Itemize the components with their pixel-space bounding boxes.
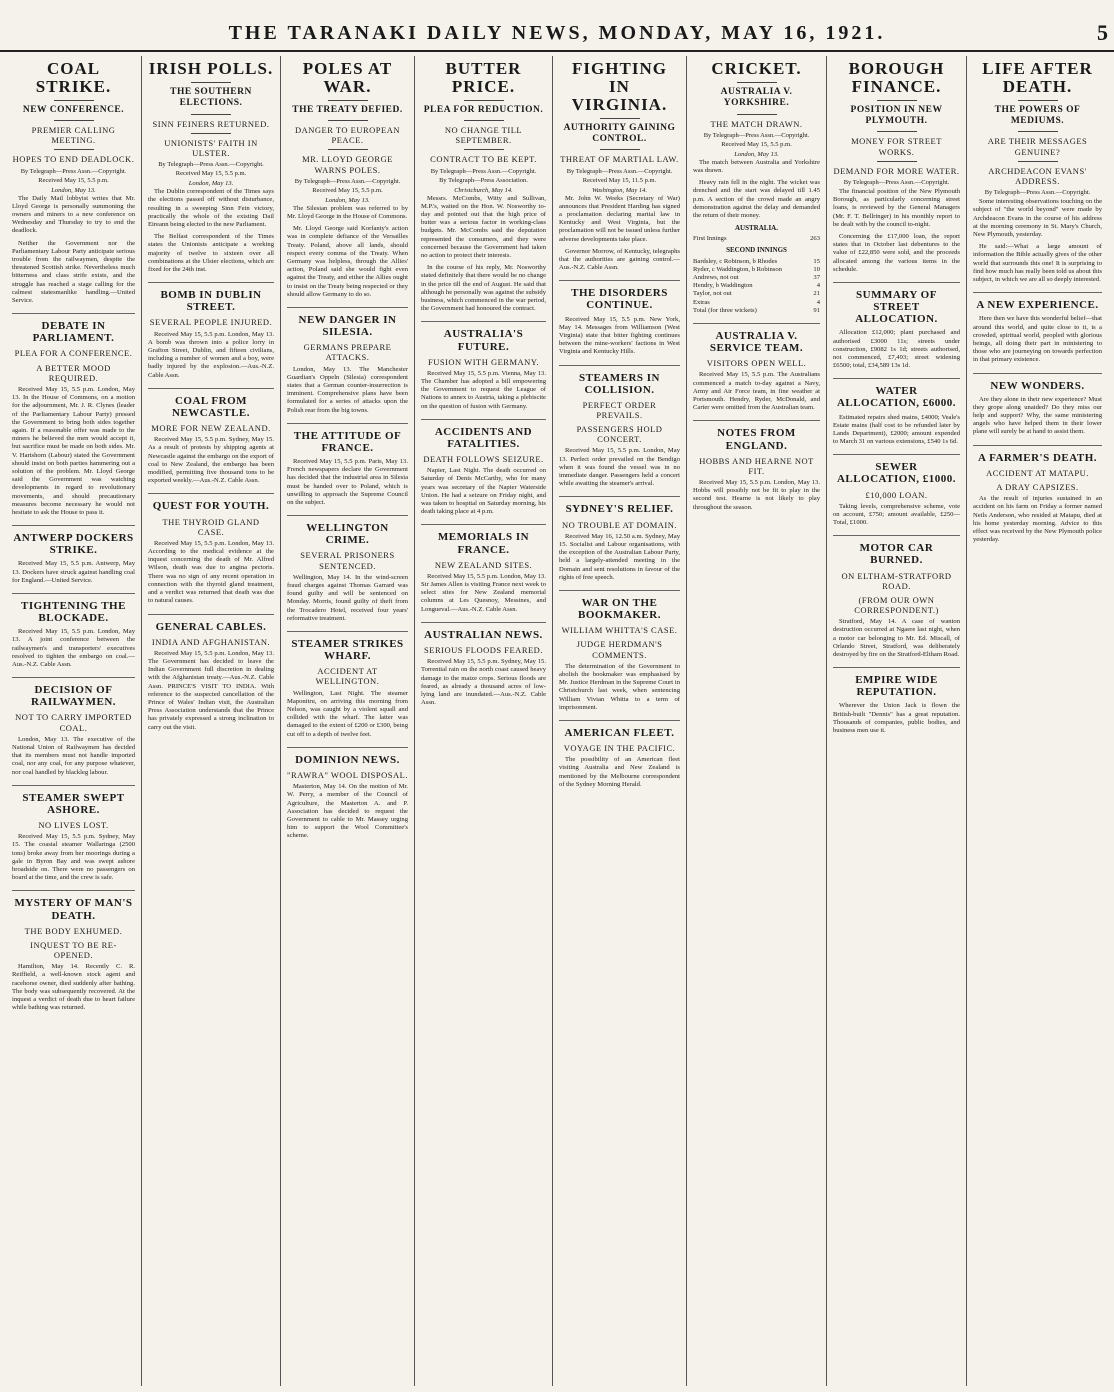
divider-rule [54, 100, 94, 101]
sub-headline: NEW CONFERENCE. [22, 104, 125, 115]
batsman-runs: 37 [813, 274, 820, 282]
section-paragraph: Received May 15, 5.5 p.m. London, May 13. Sir James Allen is visiting France next week to select sites for New Zealand memorial columns at Les Quesnoy, Messines, and Longueval.—Aus.-N.Z. Cable Assn. [421, 572, 546, 613]
batsman-row [693, 274, 820, 282]
column-3 [281, 56, 415, 1386]
section-paragraph: As the result of injuries sustained in an accident on his farm on Friday a former named Neils Anderson, who resided at Matapu, died at his home yesterday morning. Advice to this effect was received by the New Plymouth police yesterday. [973, 495, 1102, 544]
page-number: 5 [1097, 20, 1108, 45]
divider-rule [464, 100, 504, 101]
article-headline: LIFE AFTER DEATH. [982, 59, 1093, 96]
divider-rule [328, 149, 368, 150]
section-paragraph: Wellington, Last Night. The steamer Maponitru, on arriving this morning from Nelson, was caught by a violent squall and collided with the wharf. The latter was damaged to the extent of £200 or £300, being cut off to a depth of twelve feet. [287, 689, 408, 738]
section-headline: AUSTRALIAN NEWS. [421, 622, 546, 641]
sub-headline: PREMIER CALLING MEETING. [31, 125, 116, 146]
section-paragraph: Hamilton, May 14. Recently C. R. Reiffield, a well-known stock agent and racehorse owner, died suddenly after bathing. The body was subsequently recovered. At the inquest a verdict of death due to heart failure while bathing was returned. [12, 963, 135, 1012]
article-headline: CRICKET. [711, 59, 802, 78]
section-subheadline: SERIOUS FLOODS FEARED. [424, 644, 543, 655]
section-paragraph: Received May 15, 5.5 p.m. Sydney, May 15. As a result of protests by shipping agents at Newcastle against the embargo on the export of coal to New Zealand, the embargo has been modified, permitting five thousand tons to be exported weekly.—Aus.-N.Z. Cable Assn. [148, 436, 274, 485]
divider-rule [877, 161, 917, 162]
section-headline: BOMB IN DUBLIN STREET. [148, 282, 274, 313]
divider-rule [737, 114, 777, 115]
innings-label: First Innings [693, 235, 727, 243]
sub-headline: CONTRACT TO BE KEPT. [430, 154, 537, 165]
section-subheadline: DEATH FOLLOWS SEIZURE. [423, 454, 544, 465]
section-paragraph: The possibility of an American fleet visiting Australia and New Zealand is mentioned by the Melbourne correspondent of the Sydney Morning Herald. [559, 756, 680, 788]
section-headline: MEMORIALS IN FRANCE. [421, 524, 546, 555]
section-headline: MYSTERY OF MAN'S DEATH. [12, 890, 135, 921]
section-headline: SUMMARY OF STREET ALLOCATION. [833, 282, 960, 325]
divider-rule [1018, 161, 1058, 162]
section-subheadline: ON ELTHAM-STRATFORD ROAD. [841, 570, 952, 591]
article-headline: IRISH POLLS. [148, 59, 274, 78]
batsman-runs: 10 [813, 265, 820, 273]
scorecard-title: AUSTRALIA. [735, 224, 778, 233]
sub-headline: SINN FEINERS RETURNED. [152, 118, 270, 129]
section-subheadline: NO TROUBLE AT DOMAIN. [561, 519, 678, 530]
sub-headline: MONEY FOR STREET WORKS. [851, 136, 942, 157]
section-subheadline: INDIA AND AFGHANISTAN. [151, 636, 271, 647]
sub-headline: THE SOUTHERN ELECTIONS. [170, 86, 252, 109]
telegraph-credit: By Telegraph—Press Assn.—Copyright. [158, 161, 264, 169]
article-headline: FIGHTING IN VIRGINIA. [571, 59, 668, 114]
section-subheadline: £10,000 LOAN. [865, 489, 928, 500]
section-subheadline: PERFECT ORDER PREVAILS. [582, 399, 657, 420]
section-subheadline: VISITORS OPEN WELL. [706, 358, 807, 369]
divider-rule [1018, 100, 1058, 101]
section-subheadline: PASSENGERS HOLD CONCERT. [576, 424, 663, 445]
section-headline: ACCIDENTS AND FATALITIES. [421, 419, 546, 450]
section-subheadline: SEVERAL PEOPLE INJURED. [149, 317, 273, 328]
section-headline: WELLINGTON CRIME. [287, 515, 408, 546]
section-subheadline: A BETTER MOOD REQUIRED. [36, 362, 111, 383]
sub-headline: THE POWERS OF MEDIUMS. [994, 104, 1081, 127]
section-paragraph: Received May 15, 5.5 p.m. Paris, May 13. French newspapers declare the Government has decided that the industrial area in Silesia must be handed over to Poland, which is unwilling to approach the Supreme Council on the subject. [287, 458, 408, 507]
divider-rule [464, 120, 504, 121]
divider-rule [328, 100, 368, 101]
article-paragraph: Concerning the £17,000 loan, the report states that in October last debentures to the value of £22,850 were sold, and the proceeds allocated among the various items in the schedule. [833, 233, 960, 273]
total-runs: 91 [813, 306, 820, 314]
section-headline: STEAMER SWEPT ASHORE. [12, 785, 135, 816]
section-paragraph: Received May 15, 5.5 p.m. Antwerp, May 13. Dockers have struck against handling coal for England.—United Service. [12, 560, 135, 584]
section-paragraph: Masterton, May 14. On the motion of Mr. W. Perry, a member of the Council of Agriculture, the Masterton A. and P. Association has decided to request the Government to cable to Mr. Massey urging him to support the Wool Committee's scheme. [287, 783, 408, 840]
section-headline: AUSTRALIA V. SERVICE TEAM. [693, 323, 820, 354]
scorecard-total [693, 307, 820, 315]
article-paragraph: The Silesian problem was referred to by Mr. Lloyd George in the House of Commons. [287, 204, 408, 221]
article-paragraph: Heavy rain fell in the night. The wicket was drenched and the start was delayed till 1.45 p.m. A section of the crowd made an angry demonstration against the delay and demanded the return of their money. [693, 179, 820, 220]
received-time: Received May 15, 11.5 p.m. [582, 176, 657, 184]
article-paragraph: Neither the Government nor the Parliamentary Labour Party anticipate serious trouble from the railwaymen, despite the threatened Scottish strike. Nevertheless much bitterness and class strife exists, and the struggle has reached a stage calling for the calmest statesmanlike handling.—United Service. [12, 239, 135, 305]
section-subheadline: NEW ZEALAND SITES. [434, 559, 533, 570]
batsman-name: Andrews, not out [693, 274, 739, 282]
section-subheadline: ACCIDENT AT MATAPU. [986, 467, 1089, 478]
section-paragraph: Received May 15, 5.5 p.m. London, May 13. According to the medical evidence at the inquest concerning the death of Mr. Alfred Wilson, death was due to angina pectoris. There was no sign of any recent operation in connection with the thyroid gland treatment, and a verdict was returned that death was due to natural causes. [148, 539, 274, 605]
section-paragraph: Received May 15, 5.5 p.m. Sydney, May 15. Torrential rain on the north coast caused heavy damage to the maize crops. Serious floods are feared, as already a thousand acres of low-lying land are inundated.—Aus.-N.Z. Cable Assn. [421, 658, 546, 707]
article-paragraph: The Daily Mail lobbyist writes that Mr. Lloyd George is personally summoning the owners and miners to a new conference on Wednesday and Thursday to try to end the deadlock. [12, 194, 135, 235]
article-headline: POLES AT WAR. [302, 59, 393, 96]
section-headline: DEBATE IN PARLIAMENT. [12, 313, 135, 344]
divider-rule [877, 131, 917, 132]
section-subheadline: (FROM OUR OWN CORRESPONDENT.) [854, 594, 939, 616]
section-headline: NEW WONDERS. [973, 373, 1102, 392]
article-paragraph: Mr. John W. Weeks (Secretary of War) announces that President Harding has signed a proclamation declaring martial law in Kentucky and West Virginia, but the proclamation will not be issued unless further adverse developments take place. [559, 194, 680, 243]
batsman-name: Bardsley, c Robinson, b Rhodes [693, 257, 778, 265]
received-time: Received May 15, 5.5 p.m. [38, 176, 109, 184]
section-paragraph: Received May 15, 5.5 p.m. New York, May 14. Messages from Williamson (West Virginia) state that bitter fighting continues between the mine-workers' factions in West Virginia and Kentucky Hills. [559, 315, 680, 356]
telegraph-credit: By Telegraph—Press Assn.—Copyright. [566, 167, 673, 175]
section-subheadline: "RAWRA" WOOL DISPOSAL. [287, 769, 408, 780]
divider-rule [464, 149, 504, 150]
section-headline: ANTWERP DOCKERS STRIKE. [12, 525, 135, 556]
section-paragraph: Estimated repairs shed mains, £4000; Veale's Estate mains (half cost to be refunded later by Lands Department), £2000; amount expended to March 31 on various extensions, £540 1s 6d. [833, 413, 960, 446]
section-paragraph: London, May 13. The Manchester Guardian's Oppeln (Silesia) correspondent states that a German counter-insurrection is imminent. Comprehensive plans have been formulated for a series of attacks upon the Polish rear from the big towns. [287, 365, 408, 414]
section-subheadline: SEVERAL PRISONERS SENTENCED. [300, 550, 395, 571]
batsman-name: Extras [693, 298, 710, 306]
article-paragraph: Governor Morrow, of Kentucky, telegraphs that the authorities are gaining control.—Aus.-N.Z. Cable Assn. [559, 247, 680, 272]
section-paragraph: Received May 15, 5.5 p.m. Sydney, May 15. The coastal steamer Wallaringa (2500 tons) broke away from her moorings during a gale in Byron Bay and was swept ashore broadside on. There were no passengers on board at the time, and the crew is safe. [12, 833, 135, 882]
sub-headline: AUTHORITY GAINING CONTROL. [563, 122, 676, 144]
section-subheadline: VOYAGE IN THE PACIFIC. [563, 743, 676, 754]
article-paragraph: In the course of his reply, Mr. Nosworthy stated definitely that there would be no change in the price till the end of August. He said that although he personally was against the subsidy business, which commenced in the war period, the Government had honoured the contract. [421, 264, 546, 313]
divider-rule [191, 133, 231, 134]
section-paragraph: Wellington, May 14. In the wind-screen fraud charges against Thomas Garrard was found guilty and will be sentenced on Monday. Morris, found guilty of theft from the Trocadero Hotel, received four years' reformative treatment. [287, 573, 408, 622]
sub-headline: HOPES TO END DEADLOCK. [12, 154, 135, 165]
received-time: By Telegraph—Press Association. [439, 176, 528, 184]
sub-headline: POSITION IN NEW PLYMOUTH. [850, 104, 943, 127]
received-time: Received May 15, 5.5 p.m. [721, 140, 792, 148]
section-subheadline: THE THYROID GLAND CASE. [162, 516, 260, 537]
dateline: London, May 13. [51, 186, 96, 194]
batsman-row [693, 299, 820, 307]
innings-total: 263 [810, 235, 820, 243]
sub-headline: DANGER TO EUROPEAN PEACE. [294, 125, 401, 146]
newspaper-title: THE TARANAKI DAILY NEWS, MONDAY, MAY 16, 1921. [228, 22, 886, 44]
dateline: Washington, May 14. [591, 186, 647, 194]
section-subheadline: INQUEST TO BE RE-OPENED. [30, 939, 117, 961]
batsman-runs: 21 [813, 290, 820, 298]
section-headline: DOMINION NEWS. [287, 747, 408, 766]
divider-rule [600, 149, 640, 150]
section-paragraph: Here then we have this wonderful belief—that around this world, and quite close to it, is a crowded, spiritual world, peopled with glorious beings, all doing their part in ministering to those who are journeying on towards perfection in that primary existence. [973, 315, 1102, 364]
section-headline: WAR ON THE BOOKMAKER. [559, 590, 680, 621]
article-paragraph: The financial position of the New Plymouth Borough, as particularly concerning street loans, is reviewed by the General Managers (Mr. F. T. Bellringer) in his monthly report to be dealt with by the council to-night. [833, 188, 960, 228]
telegraph-credit: By Telegraph—Press Assn.—Copyright. [430, 167, 537, 175]
section-subheadline: FUSION WITH GERMANY. [428, 356, 539, 367]
article-headline: COAL STRIKE. [35, 59, 112, 96]
sub-headline: NO CHANGE TILL SEPTEMBER. [444, 125, 523, 146]
section-headline: WATER ALLOCATION, £6000. [833, 378, 960, 409]
article-paragraph: The match between Australia and Yorkshire was drawn. [693, 158, 820, 175]
section-headline: NEW DANGER IN SILESIA. [287, 307, 408, 338]
section-subheadline: WILLIAM WHITTA'S CASE. [561, 625, 678, 636]
section-headline: STEAMERS IN COLLISION. [559, 365, 680, 396]
section-headline: AUSTRALIA'S FUTURE. [421, 321, 546, 352]
section-headline: THE ATTITUDE OF FRANCE. [287, 423, 408, 454]
telegraph-credit: By Telegraph—Press Assn.—Copyright. [984, 189, 1091, 197]
batsman-name: Ryder, c Waddington, b Robinson [693, 265, 782, 273]
sub-headline: THREAT OF MARTIAL LAW. [560, 154, 679, 165]
batsman-name: Hendry, b Waddington [693, 282, 753, 290]
section-headline: MOTOR CAR BURNED. [833, 535, 960, 566]
section-paragraph: Napier, Last Night. The death occurred on Saturday of Denis McCarthy, who for many years was secretary of the Napier Waterside Union. He had a seizure on Friday night, and was taken to hospital on Saturday morning, his death taking place at 4 p.m. [421, 467, 546, 516]
section-subheadline: ACCIDENT AT WELLINGTON. [315, 666, 380, 687]
article-headline: BUTTER PRICE. [445, 59, 522, 96]
divider-rule [600, 118, 640, 119]
section-headline: THE DISORDERS CONTINUE. [559, 280, 680, 311]
section-paragraph: Received May 15, 5.5 p.m. Vienna, May 13. The Chamber has adopted a bill empowering the Government to request the League of Nations to annex to Austria, taking a plebiscite on the question of fusion with Germany. [421, 369, 546, 410]
column-1 [6, 56, 142, 1386]
section-headline: STEAMER STRIKES WHARF. [287, 631, 408, 662]
section-headline: NOTES FROM ENGLAND. [693, 420, 820, 451]
divider-rule [54, 149, 94, 150]
section-paragraph: Are they alone in their new experience? Must they grope along unaided? Do they miss our help and support? Why, the same ministering angels who have helped them in their lower plane will surely be at hand to assist them. [973, 395, 1102, 436]
divider-rule [1018, 131, 1058, 132]
batsman-row [693, 290, 820, 298]
article-paragraph: Messrs. McCombs, Witty and Sullivan, M.P.'s, waited on the Hon. W. Nosworthy to-day and pointed out that the high price of butter was a serious factor in working-class budgets. Mr. McCombs said the deputation represented the consumers, and they were concerned because the Government had taken no action to protect their interests. [421, 194, 546, 260]
column-5 [553, 56, 687, 1386]
telegraph-credit: By Telegraph—Press Assn.—Copyright. [703, 131, 810, 139]
column-2 [142, 56, 281, 1386]
section-paragraph: Wherever the Union Jack is flown the British-built "Dennis" has a great reputation. Thousands of companies, public bodies, and business men use it. [833, 702, 960, 735]
article-headline: BOROUGH FINANCE. [848, 59, 945, 96]
sub-headline: THE TREATY DEFIED. [292, 104, 403, 115]
section-paragraph: London, May 13. The executive of the National Union of Railwaymen has decided that its members must not handle imported coal, nor any coal, for any purpose whatever, nor coal handled by blackleg labour. [12, 735, 135, 776]
section-paragraph: Received May 15, 5.5 p.m. London, May 13. A bomb was thrown into a police lorry in Grafton Street, Dublin, and fifteen civilians, including a number of women and a boy, were badly injured by the explosion.—Aus.-N.Z. Cable Assn. [148, 330, 274, 379]
section-paragraph: Taking levels, comprehensive scheme, vote on account, £750; amount available, £250—Total, £1000. [833, 502, 960, 527]
section-subheadline: JUDGE HERDMAN'S COMMENTS. [576, 639, 663, 660]
section-paragraph: Allocation £12,000; plant purchased and authorised £3000 11s; streets under construction, £9082 1s 1d; streets authorised, not commenced, £7,493; street widening £6500; total, £34,589 13s 1d. [833, 329, 960, 370]
masthead [0, 22, 1114, 52]
column-4 [415, 56, 553, 1386]
article-paragraph: He said:—What a large amount of information the Bible actually gives of the other world that surrounds this one! It is surprising to find how much has really been told us about this subject, in which we are all so deeply interested. [973, 243, 1102, 284]
section-headline: TIGHTENING THE BLOCKADE. [12, 593, 135, 624]
divider-rule [737, 82, 777, 83]
article-paragraph: Some interesting observations touching on the subject of "the world beyond" were made by Archdeacon Evans in the course of his address at the morning ceremony in St. Mary's Church, New Plymouth, yesterday. [973, 198, 1102, 239]
section-headline: A NEW EXPERIENCE. [973, 292, 1102, 311]
section-headline: COAL FROM NEWCASTLE. [148, 388, 274, 419]
dateline: London, May 13. [325, 196, 370, 204]
batsman-name: Taylor, not out [693, 290, 732, 298]
section-paragraph: Received May 15, 5.5 p.m. London, May 13. In the House of Commons, on a motion for the adjournment, Mr. J. R. Clynes (leader of the Parliamentary Labour Party) pressed the Government to bring both sides together again. If a reasonable offer was made to the miners he believed the men would accept it, but sacrifice must be made on both sides. Mr. V. Hartshorn (Labour) stated the Government should insist on both parties hammering out a solution of the problem. Mr. Lloyd George said the Government was watching developments in regard to revolutionary movements, and should precautionary measures become necessary he would not hesitate to ask the House to pass it. [12, 386, 135, 517]
divider-rule [191, 114, 231, 115]
section-subheadline: NO LIVES LOST. [38, 820, 109, 831]
section-subheadline: HOBBS AND HEARNE NOT FIT. [699, 455, 814, 476]
sub-headline: PLEA FOR REDUCTION. [423, 104, 544, 115]
column-6 [687, 56, 827, 1386]
total-label: Total (for three wickets) [693, 306, 757, 314]
dateline: London, May 13. [188, 180, 234, 188]
article-paragraph: The Belfast correspondent of the Times states the Unionists anticipate a working majority of twelve to sixteen over all combinations at the Ulster elections, which are fixed for the 24th inst. [148, 233, 274, 274]
section-subheadline: A DRAY CAPSIZES. [996, 481, 1079, 492]
sub-headline: ARE THEIR MESSAGES GENUINE? [987, 136, 1088, 157]
section-paragraph: Received May 15, 5.5 p.m. London, May 13. A joint conference between the railwaymen's and transporters' executives resolved to tighten the embargo on coal.—Aus.-N.Z. Cable Assn. [12, 628, 135, 669]
batsman-row [693, 266, 820, 274]
divider-rule [328, 120, 368, 121]
batsman-runs: 15 [813, 257, 820, 265]
batsman-runs: 4 [816, 282, 820, 290]
batsman-row [693, 282, 820, 290]
received-time: Received May 15, 5.5 p.m. [312, 186, 383, 194]
divider-rule [191, 82, 231, 83]
article-paragraph: The Dublin correspondent of the Times says the elections passed off without disturbance, resulting in a sweeping Sinn Fein victory, practically the whole of the existing Dail Eireann being elected to the new Parliament. [148, 188, 274, 228]
dateline: Christchurch, May 14. [454, 186, 513, 194]
column-8 [967, 56, 1108, 1386]
divider-rule [54, 120, 94, 121]
telegraph-credit: By Telegraph—Press Assn.—Copyright. [843, 179, 950, 187]
section-paragraph: Received May 15, 5.5 p.m. The Australians commenced a match to-day against a Navy, Army and Air Force team, in fine weather at Portsmouth. Hendry, Ryder, McDonald, and Carter were omitted from the Australian team. [693, 371, 820, 412]
section-paragraph: Received May 15, 5.5 p.m. London, May 13. Perfect order prevailed on the Bendigo when it was found the vessel was in no immediate danger. Passengers held a concert while awaiting the steamer's arrival. [559, 447, 680, 488]
section-subheadline: MORE FOR NEW ZEALAND. [151, 423, 271, 433]
sub-headline: ARCHDEACON EVANS' ADDRESS. [988, 165, 1087, 187]
section-paragraph: The determination of the Government to abolish the bookmaker was emphasised by Mr. Justice Herdman in the Supreme Court in Christchurch last week, when sentencing William Vivian Whitta to a term of imprisonment. [559, 662, 680, 711]
scorecard [693, 235, 820, 315]
section-subheadline: GERMANS PREPARE ATTACKS. [303, 342, 392, 363]
article-paragraph: Mr. Lloyd George said Korfanty's action was in complete defiance of the Versailles Treaty. Poland, above all lands, should respect every comma of the Treaty. When Germany was helpless, through the Allies' action, Poland said she would fight even against the Treaty, and either the Allies ought to insist on the Treaty being respected or they should allow Germany to do so. [287, 225, 408, 298]
section-headline: A FARMER'S DEATH. [973, 445, 1102, 464]
section-subheadline: PLEA FOR A CONFERENCE. [14, 348, 133, 359]
section-paragraph: Received May 15, 5.5 p.m. London, May 13. The Government has decided to leave the Indian Government full discretion in dealing with the Afghanistan treaty.—Aus.-N.Z. Cable Assn. PRINCE'S VISIT TO INDIA. With reference to the suspected cancellation of the Prince of Wales' Indian visit, the Australian Press Association understands that the Prince has privately expressed a strong inclination to carry out the visit. [148, 649, 274, 731]
section-subheadline: THE BODY EXHUMED. [24, 925, 123, 936]
divider-rule [877, 100, 917, 101]
batsman-row [693, 258, 820, 266]
section-paragraph: Stratford, May 14. A case of wanton destruction occurred at Ngaere last night, when a motor car belonging to Mr. Ed. Miscall, of Orlando Street, Stratford, was deliberately destroyed by fire on the Stratford-Eltham Road. [833, 618, 960, 659]
section-headline: GENERAL CABLES. [148, 614, 274, 633]
column-7 [827, 56, 967, 1386]
section-paragraph: Received May 15, 5.5 p.m. London, May 13. Hobbs will possibly not be fit to play in the second test. Hearne is not likely to play throughout the season. [693, 479, 820, 511]
batsman-runs: 4 [816, 298, 820, 306]
telegraph-credit: By Telegraph—Press Assn.—Copyright. [20, 167, 127, 175]
section-subheadline: NOT TO CARRY IMPORTED COAL. [15, 712, 132, 733]
sub-headline: UNIONISTS' FAITH IN ULSTER. [164, 137, 258, 158]
innings-label: SECOND INNINGS [726, 246, 787, 255]
section-headline: DECISION OF RAILWAYMEN. [12, 677, 135, 708]
section-headline: QUEST FOR YOUTH. [148, 493, 274, 512]
section-paragraph: Received May 16, 12.50 a.m. Sydney, May 15. Socialist and Labour organisations, with the exception of the Australian Labour Party, held a largely-attended meeting in the Domain and sent resolutions in favour of the rights of free speech. [559, 532, 680, 581]
sub-headline: AUSTRALIA V. YORKSHIRE. [720, 86, 793, 109]
sub-headline: THE MATCH DRAWN. [710, 118, 803, 129]
dateline: London, May 13. [734, 150, 779, 158]
section-headline: SYDNEY'S RELIEF. [559, 496, 680, 515]
section-headline: SEWER ALLOCATION, £1000. [833, 454, 960, 485]
section-headline: AMERICAN FLEET. [559, 720, 680, 739]
columns [6, 56, 1108, 1386]
sub-headline: MR. LLOYD GEORGE WARNS POLES. [302, 154, 393, 175]
section-headline: EMPIRE WIDE REPUTATION. [833, 667, 960, 698]
scorecard-first-innings [693, 235, 820, 243]
sub-headline: DEMAND FOR MORE WATER. [833, 165, 960, 176]
telegraph-credit: By Telegraph—Press Assn.—Copyright. [294, 177, 401, 185]
received-time: Received May 15, 5.5 p.m. [175, 170, 247, 178]
